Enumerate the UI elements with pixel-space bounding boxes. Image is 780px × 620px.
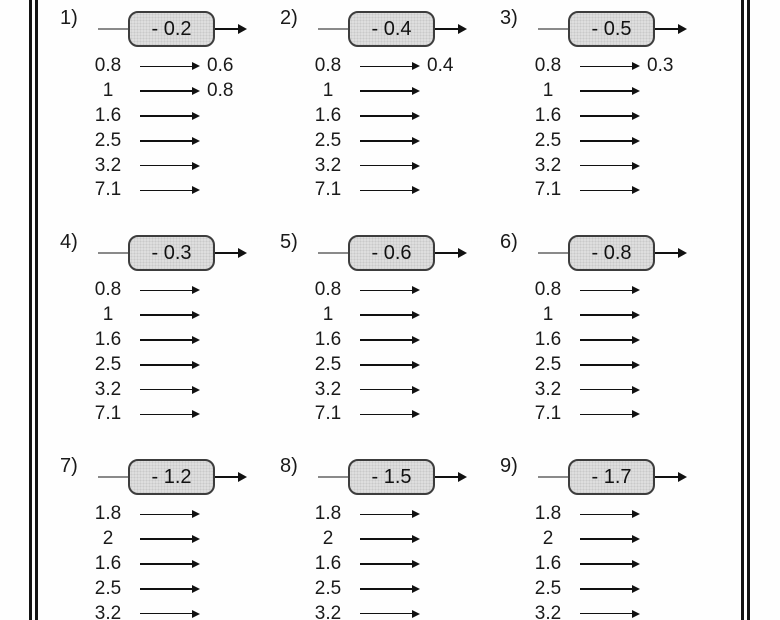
arrow-line: [580, 66, 632, 68]
machine-operation-label: - 0.8: [591, 241, 632, 264]
arrow-line: [140, 613, 192, 615]
row-arrow: [580, 311, 640, 319]
function-machine: [538, 235, 687, 271]
machine-operation-box: [128, 235, 215, 271]
arrow-head-icon: [412, 336, 420, 344]
arrow-line: [580, 613, 632, 615]
arrow-head-icon: [192, 87, 200, 95]
arrow-line: [140, 364, 192, 366]
arrow-head-icon: [632, 386, 640, 394]
machine-output-arrow: [655, 24, 687, 34]
arrow-head-icon: [632, 286, 640, 294]
arrow-head-icon: [412, 137, 420, 145]
arrow-line: [360, 514, 412, 516]
arrow-line: [140, 66, 192, 68]
arrow-line: [360, 613, 412, 615]
machine-operation-label: - 1.7: [591, 465, 632, 488]
input-value: 1.8: [314, 503, 342, 525]
arrow-head-icon: [412, 585, 420, 593]
row-arrow: [140, 286, 200, 294]
arrow-line: [580, 140, 632, 142]
problem-cell: [495, 454, 711, 620]
input-value: 7.1: [314, 179, 342, 201]
machine-input-line: [538, 252, 568, 254]
input-value: 1.6: [94, 104, 122, 126]
input-value: 1: [542, 304, 554, 326]
machine-operation-box: [348, 459, 435, 495]
machine-input-line: [98, 476, 128, 478]
arrow-line: [215, 252, 238, 254]
arrow-head-icon: [632, 87, 640, 95]
input-value: 1: [542, 80, 554, 102]
row-arrow: [360, 410, 420, 418]
machine-operation-box: [128, 459, 215, 495]
row-arrow: [580, 87, 640, 95]
arrow-line: [435, 28, 458, 30]
arrow-head-icon: [632, 535, 640, 543]
input-value: 0.8: [534, 55, 562, 77]
row-arrow: [360, 87, 420, 95]
machine-operation-label: - 1.5: [371, 465, 412, 488]
arrow-head-icon: [192, 336, 200, 344]
function-machine: [98, 11, 247, 47]
arrow-line: [580, 563, 632, 565]
input-value: 3.2: [314, 378, 342, 400]
input-value: 0.8: [94, 55, 122, 77]
arrow-head-icon: [412, 510, 420, 518]
machine-output-arrow: [215, 248, 247, 258]
arrow-line: [140, 414, 192, 416]
machine-input-line: [98, 28, 128, 30]
input-value: 2.5: [314, 577, 342, 599]
row-arrow: [360, 535, 420, 543]
row-arrow: [360, 186, 420, 194]
row-arrow: [140, 386, 200, 394]
arrow-head-icon: [412, 361, 420, 369]
arrow-line: [140, 314, 192, 316]
row-arrow: [580, 510, 640, 518]
arrow-head-icon: [632, 410, 640, 418]
page-right-border-inner: [741, 0, 744, 620]
function-machine: [538, 11, 687, 47]
arrow-head-icon: [632, 62, 640, 70]
input-value: 1: [102, 304, 114, 326]
arrow-head-icon: [678, 24, 687, 34]
output-value: 0.3: [647, 55, 674, 77]
machine-input-line: [318, 252, 348, 254]
arrow-head-icon: [458, 24, 467, 34]
problem-number: 8): [280, 455, 298, 477]
row-arrow: [140, 112, 200, 120]
input-value: 0.8: [314, 55, 342, 77]
arrow-head-icon: [412, 610, 420, 618]
row-arrow: [360, 286, 420, 294]
arrow-head-icon: [678, 472, 687, 482]
arrow-head-icon: [192, 535, 200, 543]
problem-cell: [55, 6, 271, 220]
arrow-line: [360, 364, 412, 366]
arrow-head-icon: [458, 472, 467, 482]
row-arrow: [360, 112, 420, 120]
arrow-line: [580, 389, 632, 391]
row-arrow: [140, 62, 200, 70]
machine-output-arrow: [435, 472, 467, 482]
arrow-line: [360, 389, 412, 391]
arrow-line: [140, 115, 192, 117]
arrow-line: [140, 140, 192, 142]
arrow-line: [360, 563, 412, 565]
input-value: 3.2: [314, 602, 342, 620]
machine-operation-label: - 0.5: [591, 17, 632, 40]
arrow-head-icon: [238, 248, 247, 258]
arrow-line: [140, 588, 192, 590]
arrow-line: [360, 290, 412, 292]
machine-output-arrow: [655, 248, 687, 258]
arrow-line: [360, 339, 412, 341]
row-arrow: [360, 336, 420, 344]
problem-cell: [55, 230, 271, 444]
row-arrow: [140, 311, 200, 319]
machine-output-arrow: [655, 472, 687, 482]
output-value: 0.4: [427, 55, 454, 77]
input-value: 1.6: [314, 328, 342, 350]
input-value: 1.6: [534, 328, 562, 350]
machine-operation-box: [568, 11, 655, 47]
arrow-head-icon: [632, 162, 640, 170]
arrow-head-icon: [412, 162, 420, 170]
input-value: 3.2: [534, 378, 562, 400]
row-arrow: [360, 137, 420, 145]
arrow-head-icon: [192, 510, 200, 518]
arrow-head-icon: [192, 361, 200, 369]
row-arrow: [580, 585, 640, 593]
arrow-head-icon: [192, 386, 200, 394]
arrow-line: [655, 28, 678, 30]
arrow-line: [215, 476, 238, 478]
arrow-head-icon: [632, 560, 640, 568]
arrow-line: [580, 588, 632, 590]
machine-output-arrow: [215, 24, 247, 34]
arrow-head-icon: [238, 24, 247, 34]
row-arrow: [140, 186, 200, 194]
input-value: 3.2: [534, 602, 562, 620]
arrow-head-icon: [632, 311, 640, 319]
problem-number: 7): [60, 455, 78, 477]
machine-operation-box: [128, 11, 215, 47]
row-arrow: [580, 535, 640, 543]
arrow-line: [580, 538, 632, 540]
arrow-head-icon: [412, 560, 420, 568]
row-arrow: [140, 610, 200, 618]
arrow-line: [580, 90, 632, 92]
machine-operation-box: [568, 235, 655, 271]
input-value: 2.5: [534, 353, 562, 375]
arrow-line: [360, 140, 412, 142]
input-value: 0.8: [534, 279, 562, 301]
row-arrow: [580, 410, 640, 418]
arrow-head-icon: [458, 248, 467, 258]
input-value: 3.2: [94, 602, 122, 620]
arrow-line: [655, 252, 678, 254]
input-value: 1.6: [534, 104, 562, 126]
row-arrow: [580, 386, 640, 394]
row-arrow: [140, 137, 200, 145]
machine-operation-label: - 0.6: [371, 241, 412, 264]
arrow-line: [655, 476, 678, 478]
input-value: 7.1: [534, 179, 562, 201]
arrow-head-icon: [632, 510, 640, 518]
input-value: 1: [102, 80, 114, 102]
arrow-head-icon: [192, 112, 200, 120]
arrow-head-icon: [412, 112, 420, 120]
problem-number: 3): [500, 7, 518, 29]
input-value: 2.5: [314, 353, 342, 375]
function-machine: [98, 235, 247, 271]
arrow-head-icon: [412, 410, 420, 418]
problem-number: 6): [500, 231, 518, 253]
row-arrow: [140, 560, 200, 568]
input-value: 1.6: [314, 104, 342, 126]
machine-output-arrow: [435, 24, 467, 34]
output-value: 0.6: [207, 55, 234, 77]
arrow-line: [580, 314, 632, 316]
arrow-head-icon: [192, 560, 200, 568]
arrow-head-icon: [412, 186, 420, 194]
input-value: 2.5: [534, 129, 562, 151]
arrow-line: [580, 115, 632, 117]
problem-cell: [495, 230, 711, 444]
input-value: 2: [542, 528, 554, 550]
arrow-head-icon: [192, 410, 200, 418]
arrow-line: [140, 339, 192, 341]
row-arrow: [580, 336, 640, 344]
input-value: 3.2: [314, 154, 342, 176]
arrow-line: [360, 588, 412, 590]
arrow-head-icon: [412, 286, 420, 294]
machine-operation-box: [348, 11, 435, 47]
function-machine: [318, 235, 467, 271]
row-arrow: [140, 336, 200, 344]
input-value: 2: [102, 528, 114, 550]
machine-input-line: [98, 252, 128, 254]
arrow-line: [360, 538, 412, 540]
arrow-line: [140, 563, 192, 565]
arrow-line: [435, 476, 458, 478]
row-arrow: [360, 62, 420, 70]
machine-operation-box: [348, 235, 435, 271]
machine-operation-label: - 0.4: [371, 17, 412, 40]
input-value: 2.5: [314, 129, 342, 151]
row-arrow: [140, 87, 200, 95]
input-value: 7.1: [94, 179, 122, 201]
row-arrow: [580, 286, 640, 294]
arrow-head-icon: [632, 186, 640, 194]
function-machine: [538, 459, 687, 495]
arrow-line: [435, 252, 458, 254]
row-arrow: [360, 610, 420, 618]
row-arrow: [580, 186, 640, 194]
arrow-head-icon: [192, 162, 200, 170]
problem-cell: [275, 454, 491, 620]
row-arrow: [360, 386, 420, 394]
input-value: 1: [322, 80, 334, 102]
arrow-line: [140, 290, 192, 292]
input-value: 2.5: [534, 577, 562, 599]
arrow-head-icon: [632, 361, 640, 369]
row-arrow: [360, 585, 420, 593]
input-value: 3.2: [534, 154, 562, 176]
problem-number: 2): [280, 7, 298, 29]
arrow-line: [580, 364, 632, 366]
problem-number: 1): [60, 7, 78, 29]
arrow-line: [140, 190, 192, 192]
machine-input-line: [318, 28, 348, 30]
arrow-head-icon: [412, 386, 420, 394]
output-value: 0.8: [207, 80, 234, 102]
arrow-head-icon: [412, 87, 420, 95]
row-arrow: [140, 361, 200, 369]
problem-cell: [55, 454, 271, 620]
row-arrow: [360, 361, 420, 369]
machine-input-line: [538, 28, 568, 30]
arrow-line: [580, 414, 632, 416]
machine-input-line: [318, 476, 348, 478]
function-machine: [318, 459, 467, 495]
input-value: 0.8: [94, 279, 122, 301]
row-arrow: [580, 610, 640, 618]
input-value: 2.5: [94, 129, 122, 151]
arrow-line: [580, 190, 632, 192]
arrow-head-icon: [192, 585, 200, 593]
problem-cell: [495, 6, 711, 220]
arrow-line: [140, 538, 192, 540]
arrow-line: [580, 290, 632, 292]
machine-output-arrow: [215, 472, 247, 482]
row-arrow: [580, 162, 640, 170]
input-value: 1.8: [534, 503, 562, 525]
input-value: 0.8: [314, 279, 342, 301]
arrow-line: [360, 190, 412, 192]
arrow-line: [140, 389, 192, 391]
problem-cell: [275, 230, 491, 444]
input-value: 1.6: [534, 552, 562, 574]
page-left-border-outer: [29, 0, 32, 620]
machine-operation-label: - 0.2: [151, 17, 192, 40]
row-arrow: [580, 560, 640, 568]
problem-number: 4): [60, 231, 78, 253]
arrow-head-icon: [192, 186, 200, 194]
arrow-head-icon: [632, 610, 640, 618]
machine-operation-label: - 0.3: [151, 241, 192, 264]
arrow-head-icon: [412, 62, 420, 70]
row-arrow: [580, 112, 640, 120]
problem-cell: [275, 6, 491, 220]
row-arrow: [140, 510, 200, 518]
row-arrow: [360, 162, 420, 170]
input-value: 7.1: [534, 403, 562, 425]
arrow-line: [580, 339, 632, 341]
function-machine: [98, 459, 247, 495]
input-value: 1: [322, 304, 334, 326]
problem-number: 5): [280, 231, 298, 253]
page-left-border-inner: [35, 0, 38, 620]
arrow-head-icon: [412, 535, 420, 543]
arrow-line: [215, 28, 238, 30]
arrow-line: [580, 165, 632, 167]
page-right-border-outer: [747, 0, 750, 620]
arrow-head-icon: [192, 286, 200, 294]
input-value: 7.1: [314, 403, 342, 425]
row-arrow: [140, 585, 200, 593]
input-value: 3.2: [94, 154, 122, 176]
machine-operation-label: - 1.2: [151, 465, 192, 488]
arrow-line: [140, 165, 192, 167]
input-value: 2: [322, 528, 334, 550]
input-value: 1.6: [94, 328, 122, 350]
arrow-head-icon: [412, 311, 420, 319]
arrow-head-icon: [192, 137, 200, 145]
arrow-line: [360, 66, 412, 68]
machine-output-arrow: [435, 248, 467, 258]
arrow-head-icon: [192, 610, 200, 618]
arrow-line: [140, 90, 192, 92]
arrow-head-icon: [632, 585, 640, 593]
problem-number: 9): [500, 455, 518, 477]
row-arrow: [360, 510, 420, 518]
input-value: 2.5: [94, 577, 122, 599]
row-arrow: [140, 410, 200, 418]
arrow-line: [360, 165, 412, 167]
input-value: 1.8: [94, 503, 122, 525]
arrow-line: [360, 414, 412, 416]
row-arrow: [580, 137, 640, 145]
row-arrow: [140, 535, 200, 543]
arrow-line: [360, 115, 412, 117]
arrow-head-icon: [632, 336, 640, 344]
input-value: 1.6: [314, 552, 342, 574]
arrow-head-icon: [192, 311, 200, 319]
input-value: 7.1: [94, 403, 122, 425]
arrow-head-icon: [632, 112, 640, 120]
arrow-head-icon: [632, 137, 640, 145]
row-arrow: [140, 162, 200, 170]
row-arrow: [360, 311, 420, 319]
machine-operation-box: [568, 459, 655, 495]
row-arrow: [360, 560, 420, 568]
arrow-line: [140, 514, 192, 516]
arrow-line: [360, 314, 412, 316]
row-arrow: [580, 361, 640, 369]
input-value: 3.2: [94, 378, 122, 400]
arrow-head-icon: [238, 472, 247, 482]
input-value: 1.6: [94, 552, 122, 574]
arrow-line: [580, 514, 632, 516]
arrow-head-icon: [192, 62, 200, 70]
arrow-line: [360, 90, 412, 92]
input-value: 2.5: [94, 353, 122, 375]
arrow-head-icon: [678, 248, 687, 258]
function-machine: [318, 11, 467, 47]
row-arrow: [580, 62, 640, 70]
machine-input-line: [538, 476, 568, 478]
